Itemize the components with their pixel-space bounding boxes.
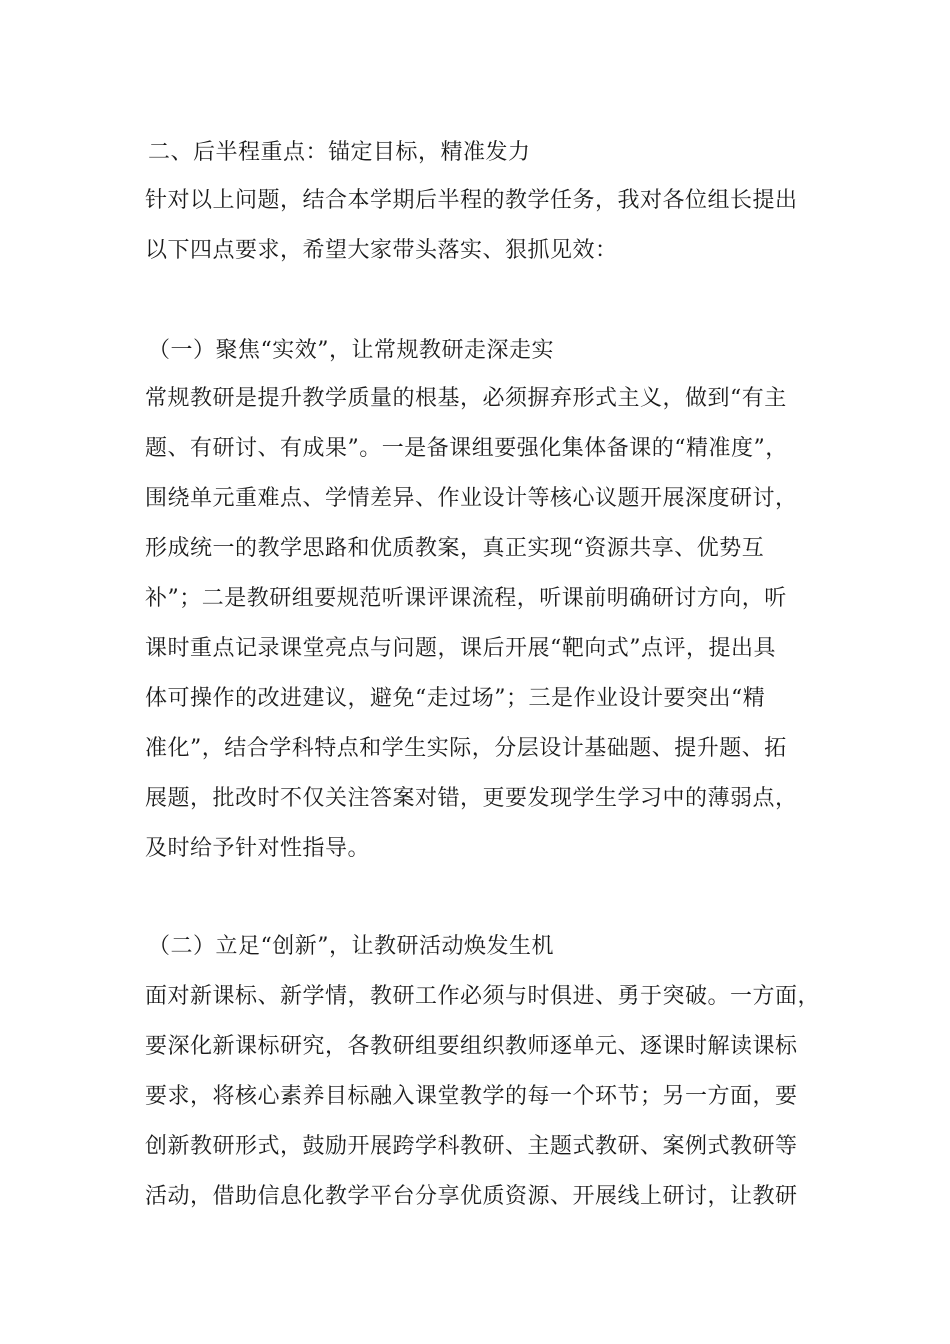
paragraph-line: 形成统一的教学思路和优质教案，真正实现“资源共享、优势互: [145, 536, 765, 561]
paragraph-line: 常规教研是提升教学质量的根基，必须摒弃形式主义，做到“有主: [145, 386, 787, 411]
subsection-heading: （一）聚焦“实效”，让常规教研走深走实: [148, 338, 554, 363]
paragraph-line: 要求，将核心素养目标融入课堂教学的每一个环节；另一方面，要: [145, 1084, 798, 1109]
paragraph-line: 课时重点记录课堂亮点与问题，课后开展“靶向式”点评，提出具: [145, 636, 776, 661]
paragraph-line: 面对新课标、新学情，教研工作必须与时俱进、勇于突破。一方面，: [145, 984, 821, 1009]
paragraph-line: 题、有研讨、有成果”。一是备课组要强化集体备课的“精准度”，: [145, 436, 788, 461]
paragraph-line: 准化”，结合学科特点和学生实际，分层设计基础题、提升题、拓: [145, 736, 787, 761]
section-heading: 二、后半程重点：锚定目标，精准发力: [148, 140, 531, 165]
paragraph-line: 体可操作的改进建议，避免“走过场”；三是作业设计要突出“精: [145, 686, 766, 711]
paragraph-line: 创新教研形式，鼓励开展跨学科教研、主题式教研、案例式教研等: [145, 1134, 798, 1159]
subsection-heading: （二）立足“创新”，让教研活动焕发生机: [148, 934, 554, 959]
paragraph-line: 展题，批改时不仅关注答案对错，更要发现学生学习中的薄弱点，: [145, 786, 798, 811]
paragraph-line: 及时给予针对性指导。: [145, 836, 371, 861]
paragraph-line: 以下四点要求，希望大家带头落实、狠抓见效：: [145, 238, 618, 263]
paragraph-line: 围绕单元重难点、学情差异、作业设计等核心议题开展深度研讨，: [145, 486, 798, 511]
paragraph-line: 针对以上问题，结合本学期后半程的教学任务，我对各位组长提出: [145, 188, 798, 213]
paragraph-line: 要深化新课标研究，各教研组要组织教师逐单元、逐课时解读课标: [145, 1034, 798, 1059]
paragraph-line: 活动，借助信息化教学平台分享优质资源、开展线上研讨，让教研: [145, 1184, 798, 1209]
paragraph-line: 补”；二是教研组要规范听课评课流程，听课前明确研讨方向，听: [145, 586, 787, 611]
